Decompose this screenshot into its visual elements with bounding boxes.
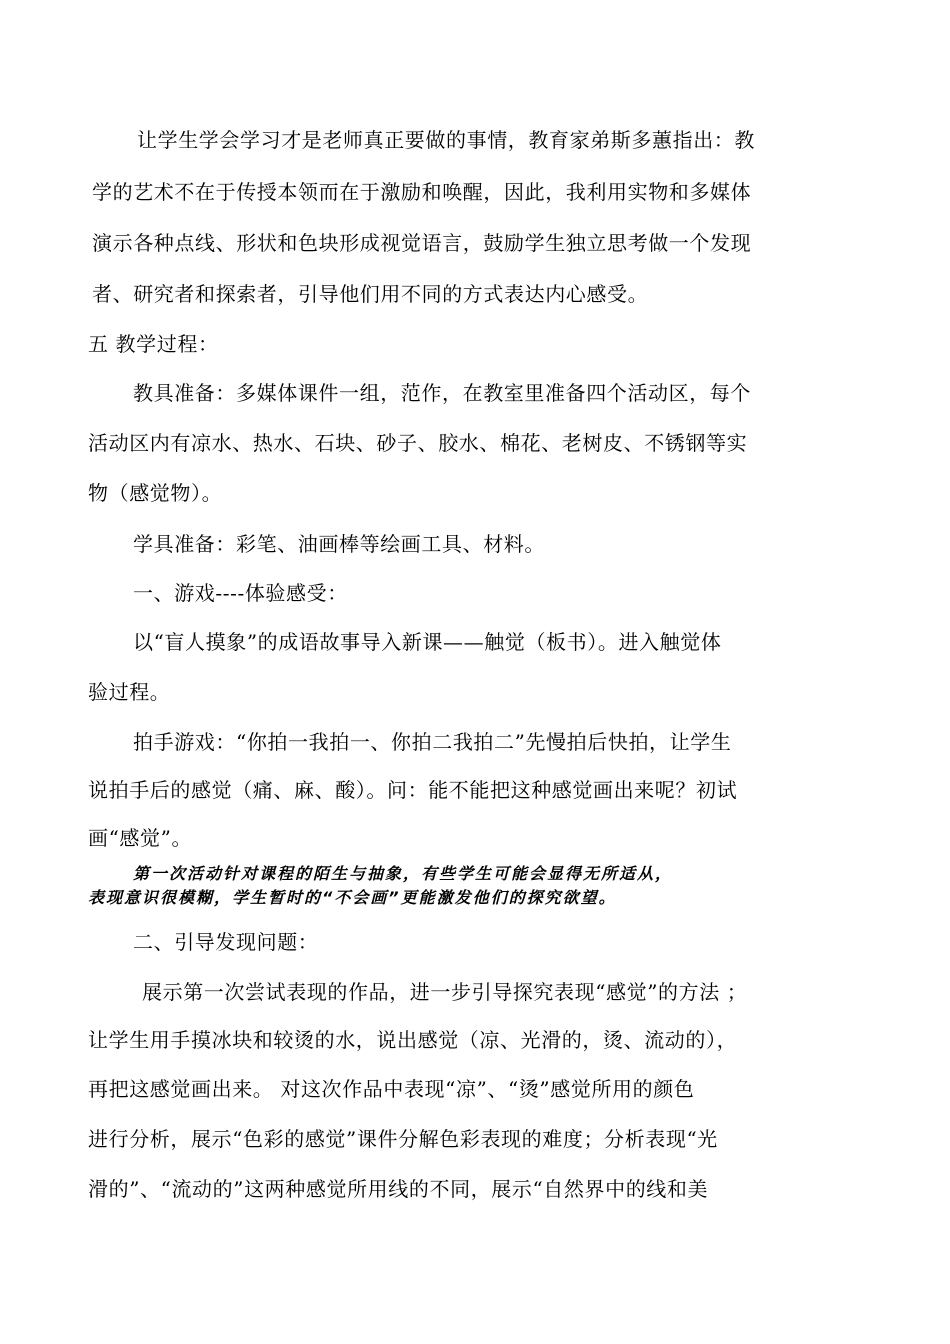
step1-intro-line-1: 以“盲人摸象”的成语故事导入新课——触觉（板书）。进入触觉体 xyxy=(133,630,722,654)
teaching-tools-line-3: 物（感觉物）。 xyxy=(88,481,223,505)
step1-intro-line-2: 验过程。 xyxy=(88,680,171,704)
clap-game-line-1: 拍手游戏：“你拍一我拍一、你拍二我拍二”先慢拍后快拍，让学生 xyxy=(133,730,732,754)
intro-line-1: 让学生学会学习才是老师真正要做的事情，教育家弟斯多蕙指出：教 xyxy=(137,128,755,152)
note-line-2: 表现意识很模糊，学生暂时的“不会画”更能激发他们的探究欲望。 xyxy=(88,888,617,907)
intro-line-3: 演示各种点线、形状和色块形成视觉语言，鼓励学生独立思考做一个发现 xyxy=(92,231,752,255)
step2-line-3: 再把这感觉画出来。 对这次作品中表现“凉”、“烫”感觉所用的颜色 xyxy=(88,1077,695,1101)
step2-line-2: 让学生用手摸冰块和较烫的水，说出感觉（凉、光滑的，烫、流动的）， xyxy=(88,1028,738,1052)
intro-line-4: 者、研究者和探索者，引导他们用不同的方式表达内心感受。 xyxy=(92,282,649,306)
note-line-1: 第一次活动针对课程的陌生与抽象，有些学生可能会显得无所适从， xyxy=(133,864,674,883)
section-heading: 五 教学过程： xyxy=(88,332,219,356)
step2-heading: 二、引导发现问题： xyxy=(133,930,319,954)
step2-line-4: 进行分析，展示“色彩的感觉”课件分解色彩表现的难度；分析表现“光 xyxy=(88,1127,718,1151)
intro-line-2: 学的艺术不在于传授本领而在于激励和唤醒，因此，我利用实物和多媒体 xyxy=(92,180,752,204)
teaching-tools-line-1: 教具准备：多媒体课件一组，范作，在教室里准备四个活动区，每个 xyxy=(133,381,751,405)
clap-game-line-3: 画“感觉”。 xyxy=(88,826,193,850)
step1-heading: 一、游戏----体验感受： xyxy=(133,581,348,605)
student-tools: 学具准备：彩笔、油画棒等绘画工具、材料。 xyxy=(133,532,545,556)
teaching-tools-line-2: 活动区内有凉水、热水、石块、砂子、胶水、棉花、老树皮、不锈钢等实 xyxy=(88,431,748,455)
step2-line-5: 滑的”、“流动的”这两种感觉所用线的不同，展示“自然界中的线和美 xyxy=(88,1177,709,1201)
step2-line-1: 展示第一次尝试表现的作品，进一步引导探究表现“感觉”的方法 ； xyxy=(142,980,748,1004)
clap-game-line-2: 说拍手后的感觉（痛、麻、酸）。问：能不能把这种感觉画出来呢？初试 xyxy=(88,778,738,802)
